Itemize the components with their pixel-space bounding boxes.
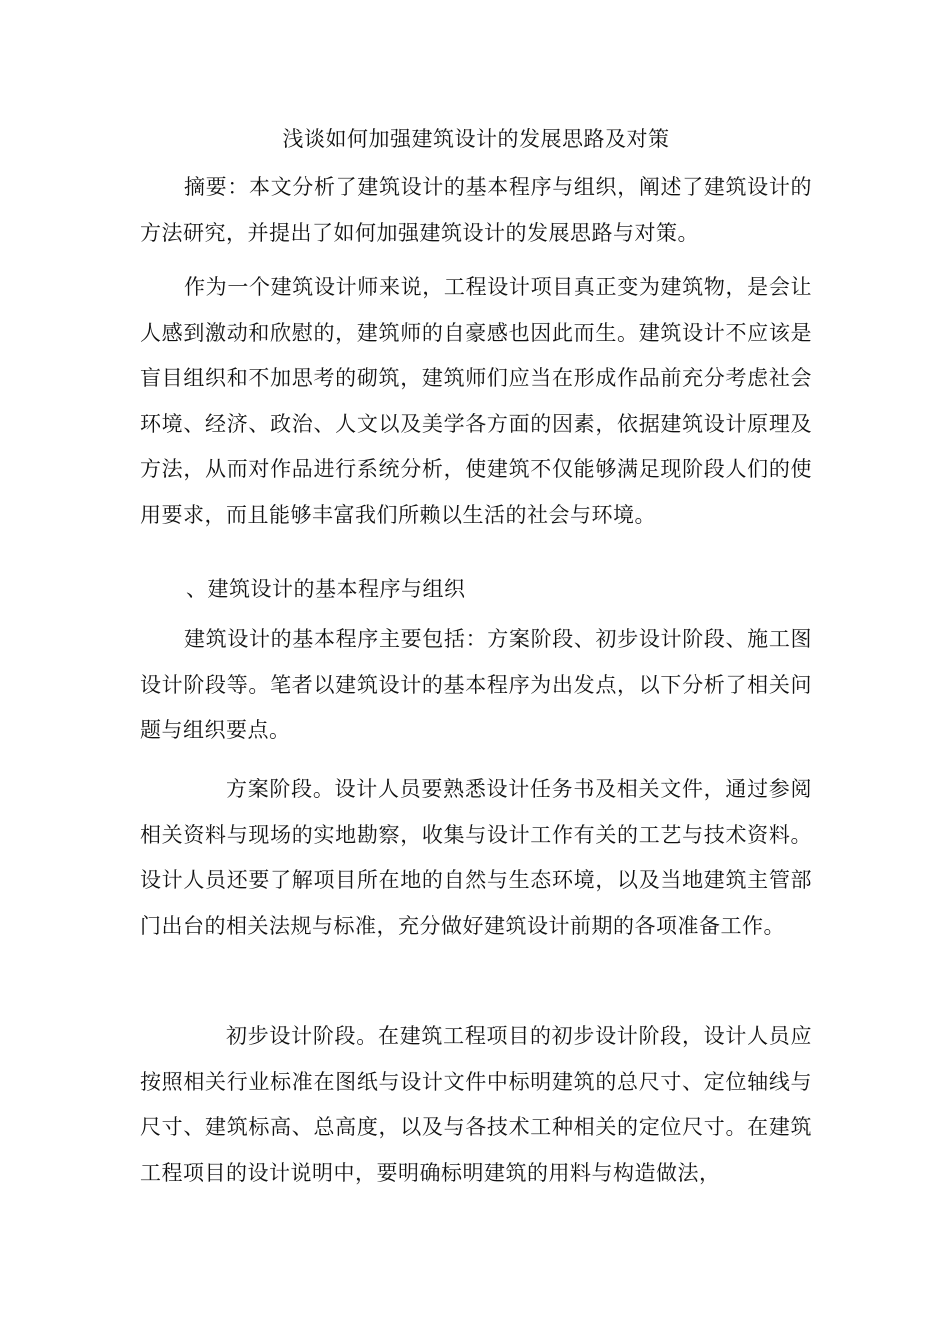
stage-2-paragraph: 初步设计阶段。在建筑工程项目的初步设计阶段，设计人员应按照相关行业标准在图纸与设计文件中标明建筑的总尺寸、定位轴线与尺寸、建筑标高、总高度，以及与各技术工种相关的定位尺寸。在建筑工程项目的设计说明中，要明确标明建筑的用料与构造做法，	[140, 1024, 812, 1185]
stage-1-paragraph: 方案阶段。设计人员要熟悉设计任务书及相关文件，通过参阅相关资料与现场的实地勘察，收集与设计工作有关的工艺与技术资料。设计人员还要了解项目所在地的自然与生态环境，以及当地建筑主管部门出台的相关法规与标准，充分做好建筑设计前期的各项准备工作。	[140, 777, 812, 938]
section-1-paragraph: 建筑设计的基本程序主要包括：方案阶段、初步设计阶段、施工图设计阶段等。笔者以建筑设计的基本程序为出发点，以下分析了相关问题与组织要点。	[140, 627, 812, 742]
intro-paragraph: 作为一个建筑设计师来说，工程设计项目真正变为建筑物，是会让人感到激动和欣慰的，建筑师的自豪感也因此而生。建筑设计不应该是盲目组织和不加思考的砌筑，建筑师们应当在形成作品前充分考虑社会环境、经济、政治、人文以及美学各方面的因素，依据建筑设计原理及方法，从而对作品进行系统分析，使建筑不仅能够满足现阶段人们的使用要求，而且能够丰富我们所赖以生活的社会与环境。	[140, 275, 812, 527]
section-heading-1: 、建筑设计的基本程序与组织	[186, 577, 466, 601]
document-title: 浅谈如何加强建筑设计的发展思路及对策	[282, 127, 670, 151]
abstract-paragraph: 摘要：本文分析了建筑设计的基本程序与组织，阐述了建筑设计的方法研究，并提出了如何加强建筑设计的发展思路与对策。	[140, 175, 812, 245]
